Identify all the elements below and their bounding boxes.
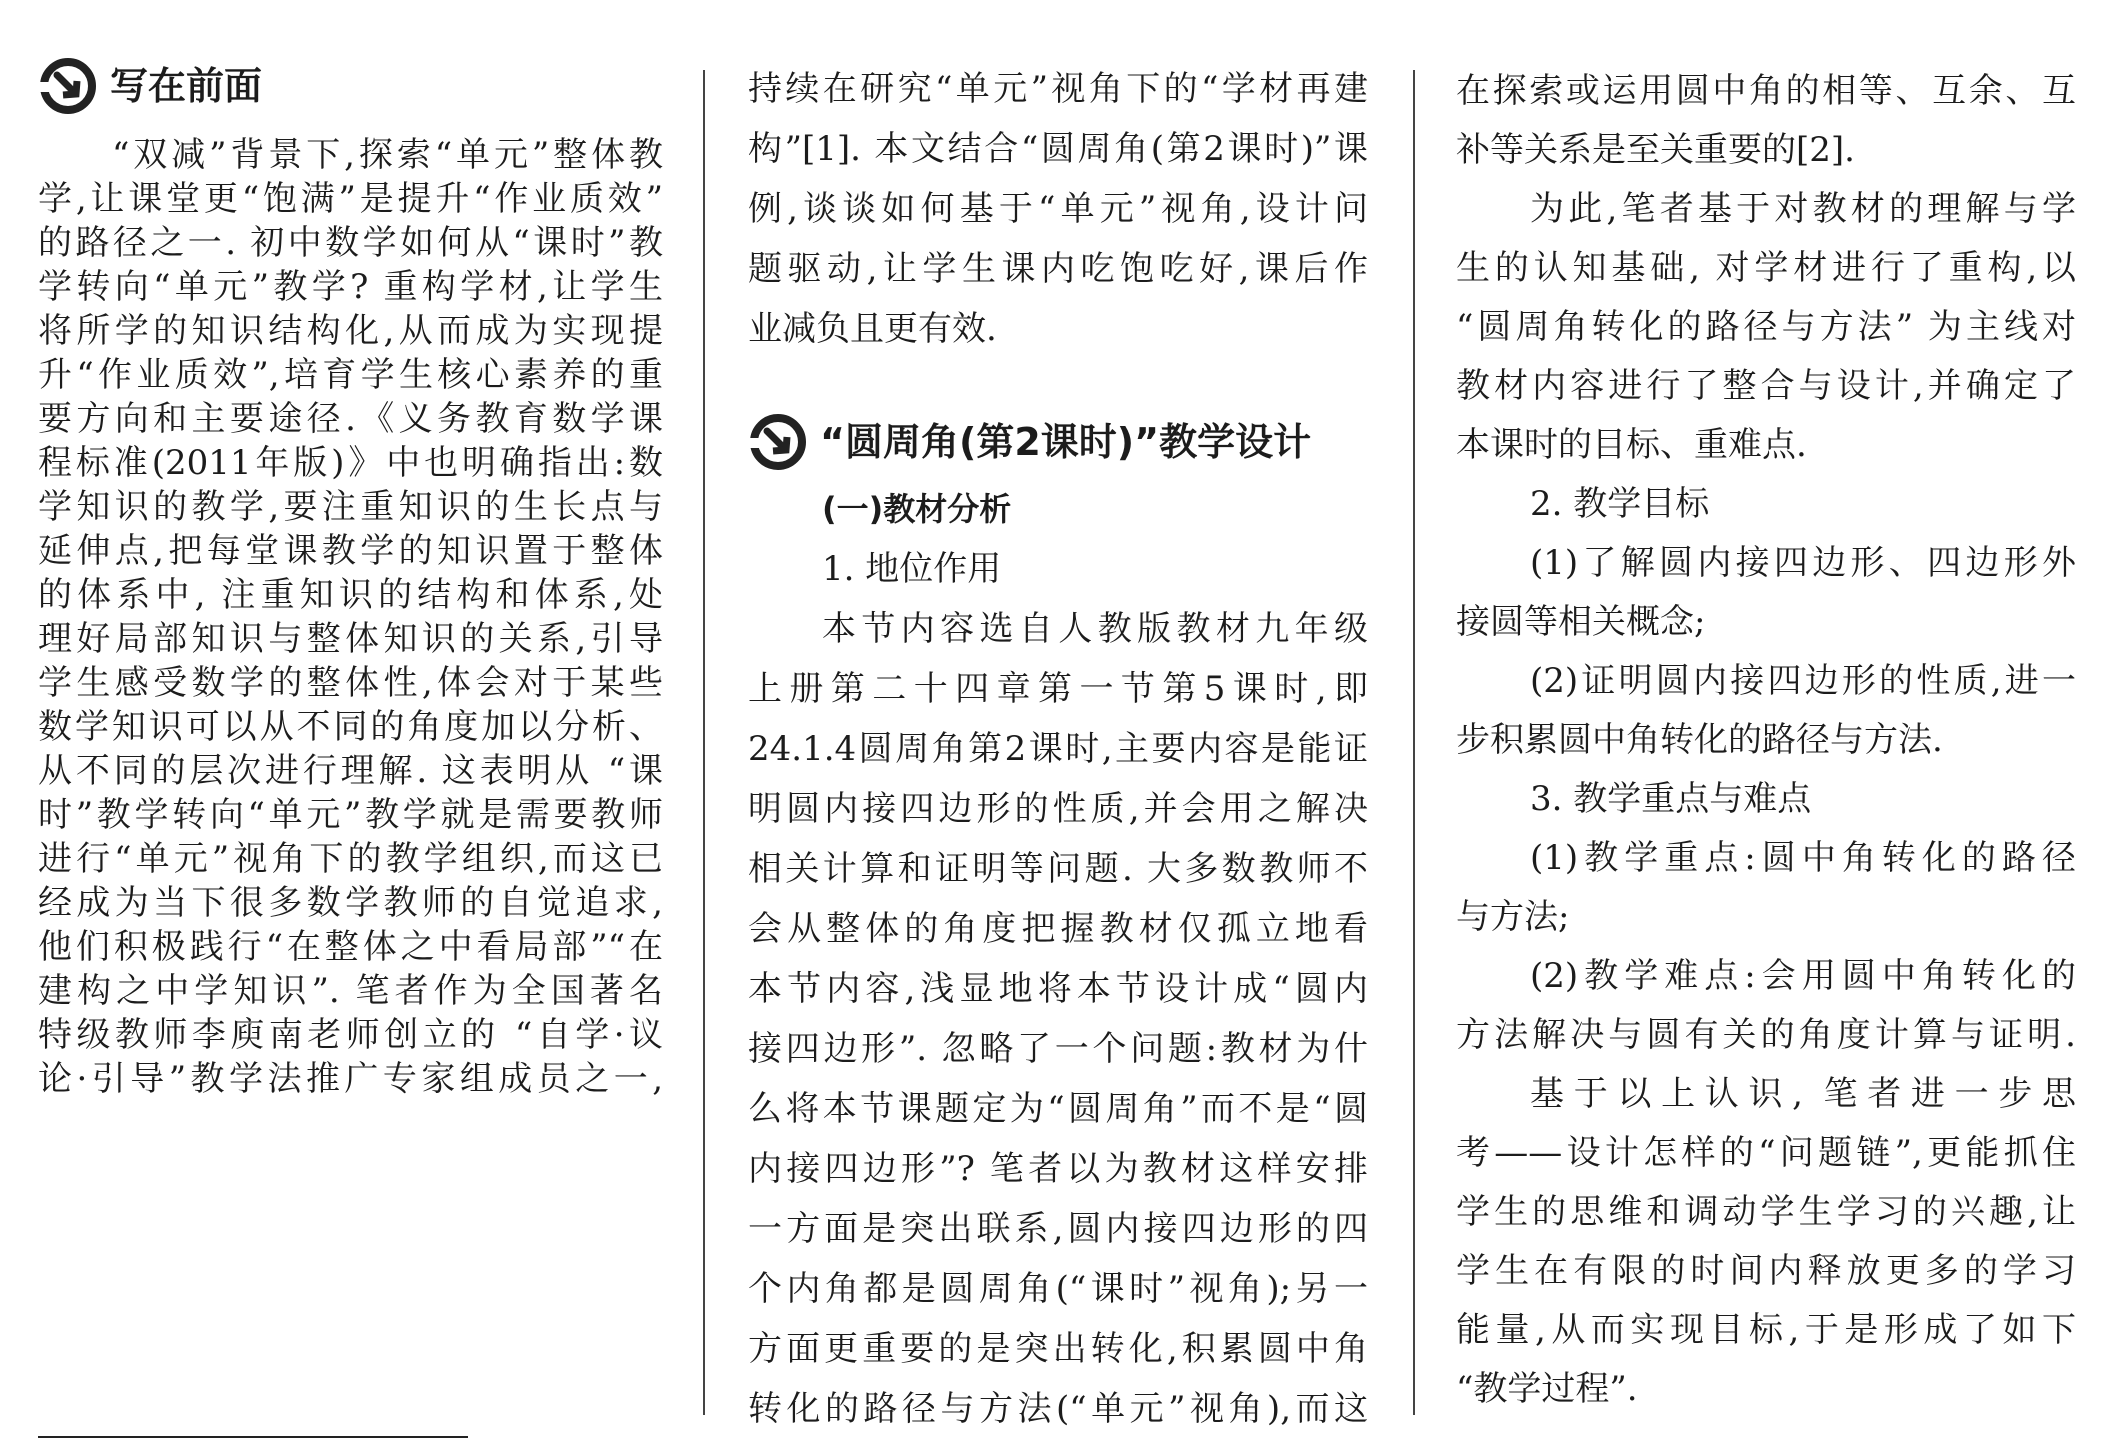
section-heading-intro [38,56,663,116]
text-line: 与方法; [1456,897,1570,937]
section-arrow-icon [748,412,808,472]
text-line: 时”教学转向“单元”教学就是需要教师 [38,795,663,835]
text-line: 例,谈谈如何基于“单元”视角,设计问 [748,189,1368,229]
text-line: (2)证明圆内接四边形的性质,进一 [1530,661,2076,701]
text-line: 的路径之一. 初中数学如何从“课时”教 [38,223,663,263]
text-line: 在探索或运用圆中角的相等、互余、互 [1456,71,2076,111]
text-line: 么将本节课题定为“圆周角”而不是“圆 [748,1089,1368,1129]
text-line: 论·引导”教学法推广专家组成员之一, [38,1059,663,1099]
text-line: 内接四边形”? 笔者以为教材这样安排 [748,1149,1368,1189]
text-line: 本课时的目标、重难点. [1456,425,1807,465]
text-line: 3. 教学重点与难点 [1530,779,1812,819]
text-line: 业减负且更有效. [748,309,997,349]
text-line: 本节内容,浅显地将本节设计成“圆内 [748,969,1368,1009]
text-line: 理好局部知识与整体知识的关系,引导 [38,619,663,659]
text-line: 构”[1]. 本文结合“圆周角(第2课时)”课 [748,129,1368,169]
text-line: 延伸点,把每堂课教学的知识置于整体 [38,531,663,571]
text-line: 2. 教学目标 [1530,484,1710,524]
text-line: (1)教学重点:圆中角转化的路径 [1530,838,2076,878]
text-line: “教学过程”. [1456,1369,1638,1409]
text-line: 步积累圆中角转化的路径与方法. [1456,720,1943,760]
column-3 [1456,0,2076,1452]
text-line: “圆周角转化的路径与方法” 为主线对 [1456,307,2076,347]
text-line: 能量,从而实现目标,于是形成了如下 [1456,1310,2076,1350]
text-line: 将所学的知识结构化,从而成为实现提 [38,311,663,351]
text-line: 方法解决与圆有关的角度计算与证明. [1456,1015,2076,1055]
text-line: 升“作业质效”,培育学生核心素养的重 [38,355,663,395]
text-line: 学知识的教学,要注重知识的生长点与 [38,487,663,527]
text-line: 补等关系是至关重要的[2]. [1456,130,1855,170]
section-arrow-icon [38,56,98,116]
text-line: 数学知识可以从不同的角度加以分析、 [38,707,663,747]
text-line: 为此,笔者基于对教材的理解与学 [1530,189,2076,229]
text-line: 1. 地位作用 [822,549,1002,589]
text-line: 从不同的层次进行理解. 这表明从 “课 [38,751,663,791]
text-line: 生的认知基础, 对学材进行了重构,以 [1456,248,2076,288]
text-line: 经成为当下很多数学教师的自觉追求, [38,883,663,923]
text-line: 基于以上认识, 笔者进一步思 [1530,1074,2076,1114]
text-line: 学转向“单元”教学? 重构学材,让学生 [38,267,663,307]
text-line: 建构之中学知识”. 笔者作为全国著名 [38,971,663,1011]
text-line: 题驱动,让学生课内吃饱吃好,课后作 [748,249,1368,289]
text-line: 本节内容选自人教版教材九年级 [822,609,1368,649]
text-line: 他们积极践行“在整体之中看局部”“在 [38,927,663,967]
text-line: 上册第二十四章第一节第5课时,即 [748,669,1368,709]
text-line: 会从整体的角度把握教材仅孤立地看 [748,909,1368,949]
column-2 [748,0,1368,1452]
footnote-rule [38,1436,468,1438]
text-line: 的体系中, 注重知识的结构和体系,处 [38,575,663,615]
text-line: 接圆等相关概念; [1456,602,1706,642]
subsection-heading: (一)教材分析 [822,490,1012,528]
text-line: 持续在研究“单元”视角下的“学材再建 [748,69,1368,109]
text-line: 接四边形”. 忽略了一个问题:教材为什 [748,1029,1368,1069]
column-divider [703,70,705,1415]
text-line: 学生感受数学的整体性,体会对于某些 [38,663,663,703]
text-line: 学生的思维和调动学生学习的兴趣,让 [1456,1192,2076,1232]
text-line: 特级教师李庾南老师创立的 “自学·议 [38,1015,663,1055]
column-divider [1413,70,1415,1415]
text-line: 明圆内接四边形的性质,并会用之解决 [748,789,1368,829]
column-1 [38,0,663,1452]
text-line: 程标准(2011年版)》中也明确指出:数 [38,443,663,483]
text-line: 进行“单元”视角下的教学组织,而这已 [38,839,663,879]
section-heading-design [748,412,1368,472]
section-title: “圆周角(第2课时)”教学设计 [820,420,1312,464]
text-line: (1)了解圆内接四边形、四边形外 [1530,543,2076,583]
text-line: 教材内容进行了整合与设计,并确定了 [1456,366,2076,406]
text-line: 24.1.4圆周角第2课时,主要内容是能证 [748,729,1368,769]
section-title: 写在前面 [110,64,263,108]
text-line: 要方向和主要途径.《义务教育数学课 [38,399,663,439]
text-line: 学生在有限的时间内释放更多的学习 [1456,1251,2076,1291]
text-line: “双减”背景下,探索“单元”整体教 [112,135,663,175]
text-line: (2)教学难点:会用圆中角转化的 [1530,956,2076,996]
text-line: 考——设计怎样的“问题链”,更能抓住 [1456,1133,2076,1173]
text-line: 方面更重要的是突出转化,积累圆中角 [748,1329,1368,1369]
text-line: 转化的路径与方法(“单元”视角),而这 [748,1389,1368,1429]
text-line: 个内角都是圆周角(“课时”视角);另一 [748,1269,1368,1309]
text-line: 一方面是突出联系,圆内接四边形的四 [748,1209,1368,1249]
text-line: 学,让课堂更“饱满”是提升“作业质效” [38,179,663,219]
text-line: 相关计算和证明等问题. 大多数教师不 [748,849,1368,889]
